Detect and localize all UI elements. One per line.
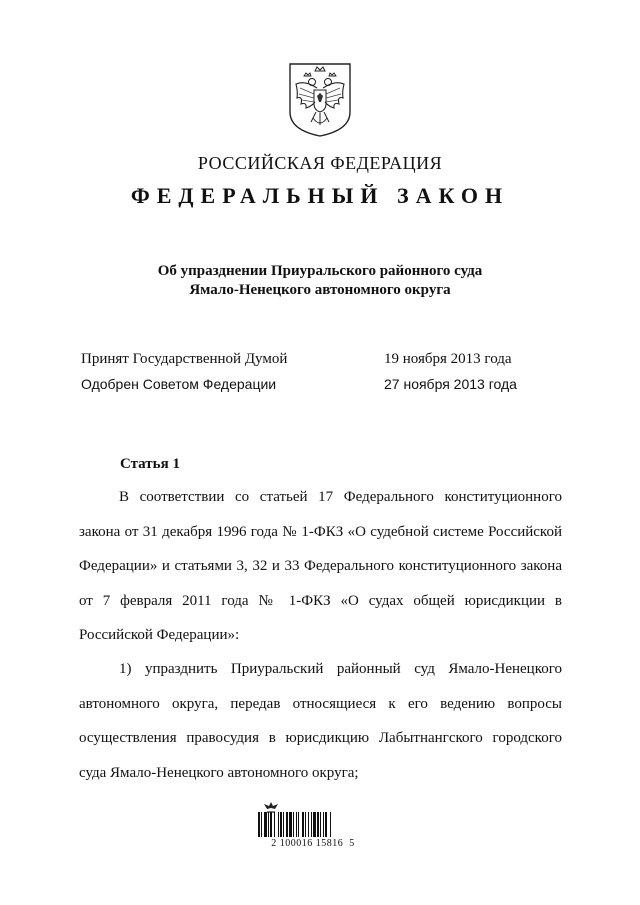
council-approval-label: Одобрен Советом Федерации <box>81 376 277 392</box>
duma-adoption-label: Принят Государственной Думой <box>81 351 288 367</box>
country-title: РОССИЙСКАЯ ФЕДЕРАЦИЯ <box>197 153 443 173</box>
law-subject <box>0 262 640 300</box>
law-subject-line-2: Ямало-Ненецкого автономного округа <box>189 282 451 298</box>
article-item-1: 1) упразднить Приуральский районный суд Ямало-Ненецкого автономного округа, передав относящиеся к его ведению вопросы осуществления правосудия в юрисдикцию Лабытнангского городского суда Ямало-Ненецкого автономного округа; <box>79 661 562 781</box>
law-subject-line-1: Об упразднении Приуральского районного суда <box>157 263 483 279</box>
article-heading: Статья 1 <box>120 456 180 472</box>
duma-adoption-date: 19 ноября 2013 года <box>384 351 512 367</box>
council-approval-date: 27 ноября 2013 года <box>384 376 517 392</box>
document-type: ФЕДЕРАЛЬНЫЙ ЗАКОН <box>130 183 510 208</box>
russian-coat-of-arms-icon <box>287 62 353 138</box>
article-intro-paragraph: В соответствии со статьей 17 Федерального конституционного закона от 31 декабря 1996 года № 1-ФКЗ «О судебной системе Российской Федерации» и статьями 3, 32 и 33 Федерального конституционного закона от 7 февраля 2011 года № 1-ФКЗ «О судах общей юрисдикции в Российской Федерации»: <box>79 489 562 643</box>
barcode-number: 2 100016 15816 5 <box>271 838 355 849</box>
